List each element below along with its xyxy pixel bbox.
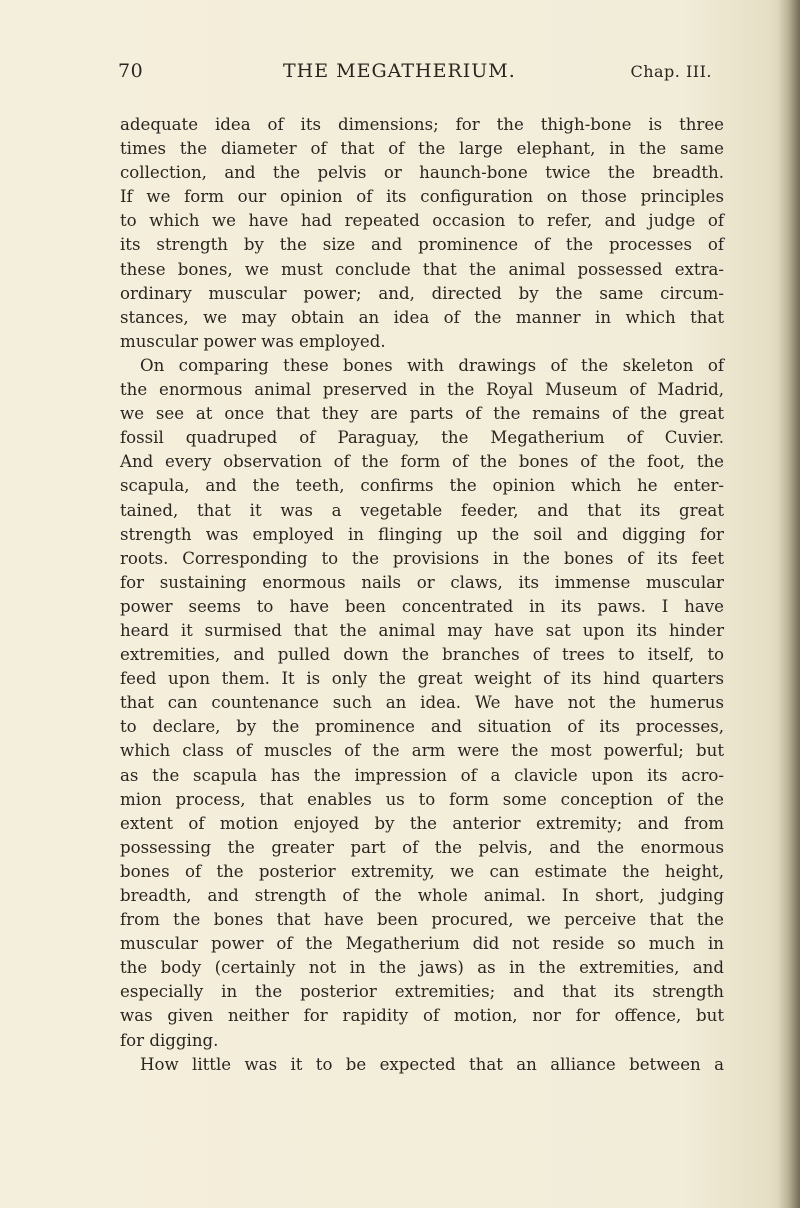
text-line: power seems to have been concentrated in its paws. I have: [120, 596, 724, 616]
text-line: for sustaining enormous nails or claws, its immense muscular: [120, 572, 724, 592]
text-line: as the scapula has the impression of a clavicle upon its acro-: [120, 765, 724, 785]
text-line: extent of motion enjoyed by the anterior extremity; and from: [120, 813, 724, 833]
text-line: to which we have had repeated occasion to refer, and judge of: [120, 211, 724, 231]
text-line: times the diameter of that of the large elephant, in the same: [120, 139, 724, 159]
text-line: muscular power of the Megatherium did not reside so much in: [120, 934, 724, 954]
text-line: tained, that it was a vegetable feeder, and that its great: [120, 500, 724, 520]
text-line: heard it surmised that the animal may have sat upon its hinder: [120, 620, 724, 640]
text-line: especially in the posterior extremities; and that its strength: [120, 982, 724, 1002]
text-line: strength was employed in flinging up the soil and digging for: [120, 524, 724, 544]
text-line: for digging.: [120, 1030, 219, 1050]
chapter-label: Chap. III.: [630, 62, 712, 81]
text-line: which class of muscles of the arm were the most powerful; but: [120, 741, 724, 761]
text-line: the body (certainly not in the jaws) as in the extremities, and: [120, 958, 724, 978]
running-title: THE MEGATHERIUM.: [283, 60, 516, 82]
text-line: the enormous animal preserved in the Royal Museum of Madrid,: [120, 380, 724, 400]
text-line: we see at once that they are parts of the remains of the great: [120, 404, 724, 424]
text-line: bones of the posterior extremity, we can estimate the height,: [120, 861, 724, 881]
text-line: roots. Corresponding to the provisions in the bones of its feet: [120, 548, 724, 568]
text-line: How little was it to be expected that an alliance between a: [140, 1054, 724, 1074]
text-line: collection, and the pelvis or haunch-bone twice the breadth.: [120, 163, 724, 183]
text-line: fossil quadruped of Paraguay, the Megatherium of Cuvier.: [120, 428, 724, 448]
text-line: its strength by the size and prominence of the processes of: [120, 235, 724, 255]
text-line: On comparing these bones with drawings of the skeleton of: [140, 355, 724, 375]
body-text: [120, 113, 724, 1077]
text-line: these bones, we must conclude that the animal possessed extra-: [120, 259, 724, 279]
text-line: stances, we may obtain an idea of the manner in which that: [120, 307, 724, 327]
text-line: from the bones that have been procured, we perceive that the: [120, 910, 724, 930]
page-number: 70: [118, 60, 144, 82]
text-line: extremities, and pulled down the branches of trees to itself, to: [120, 645, 724, 665]
text-line: breadth, and strength of the whole animal. In short, judging: [120, 886, 724, 905]
text-line: that can countenance such an idea. We have not the humerus: [120, 693, 724, 713]
text-line: If we form our opinion of its configuration on those principles: [120, 187, 724, 207]
text-line: muscular power was employed.: [120, 331, 386, 351]
text-line: was given neither for rapidity of motion, nor for offence, but: [120, 1006, 724, 1026]
text-line: mion process, that enables us to form some conception of the: [120, 789, 724, 809]
text-line: adequate idea of its dimensions; for the thigh-bone is three: [120, 115, 724, 134]
text-line: ordinary muscular power; and, directed by the same circum-: [120, 283, 724, 303]
text-line: feed upon them. It is only the great weight of its hind quarters: [120, 669, 724, 689]
text-line: scapula, and the teeth, confirms the opinion which he enter-: [120, 476, 724, 496]
text-line: possessing the greater part of the pelvis, and the enormous: [120, 837, 724, 857]
text-line: And every observation of the form of the bones of the foot, the: [120, 452, 724, 472]
page-header: [118, 60, 718, 90]
text-line: to declare, by the prominence and situation of its processes,: [120, 717, 724, 737]
page-edge-shadow: [778, 0, 800, 1208]
